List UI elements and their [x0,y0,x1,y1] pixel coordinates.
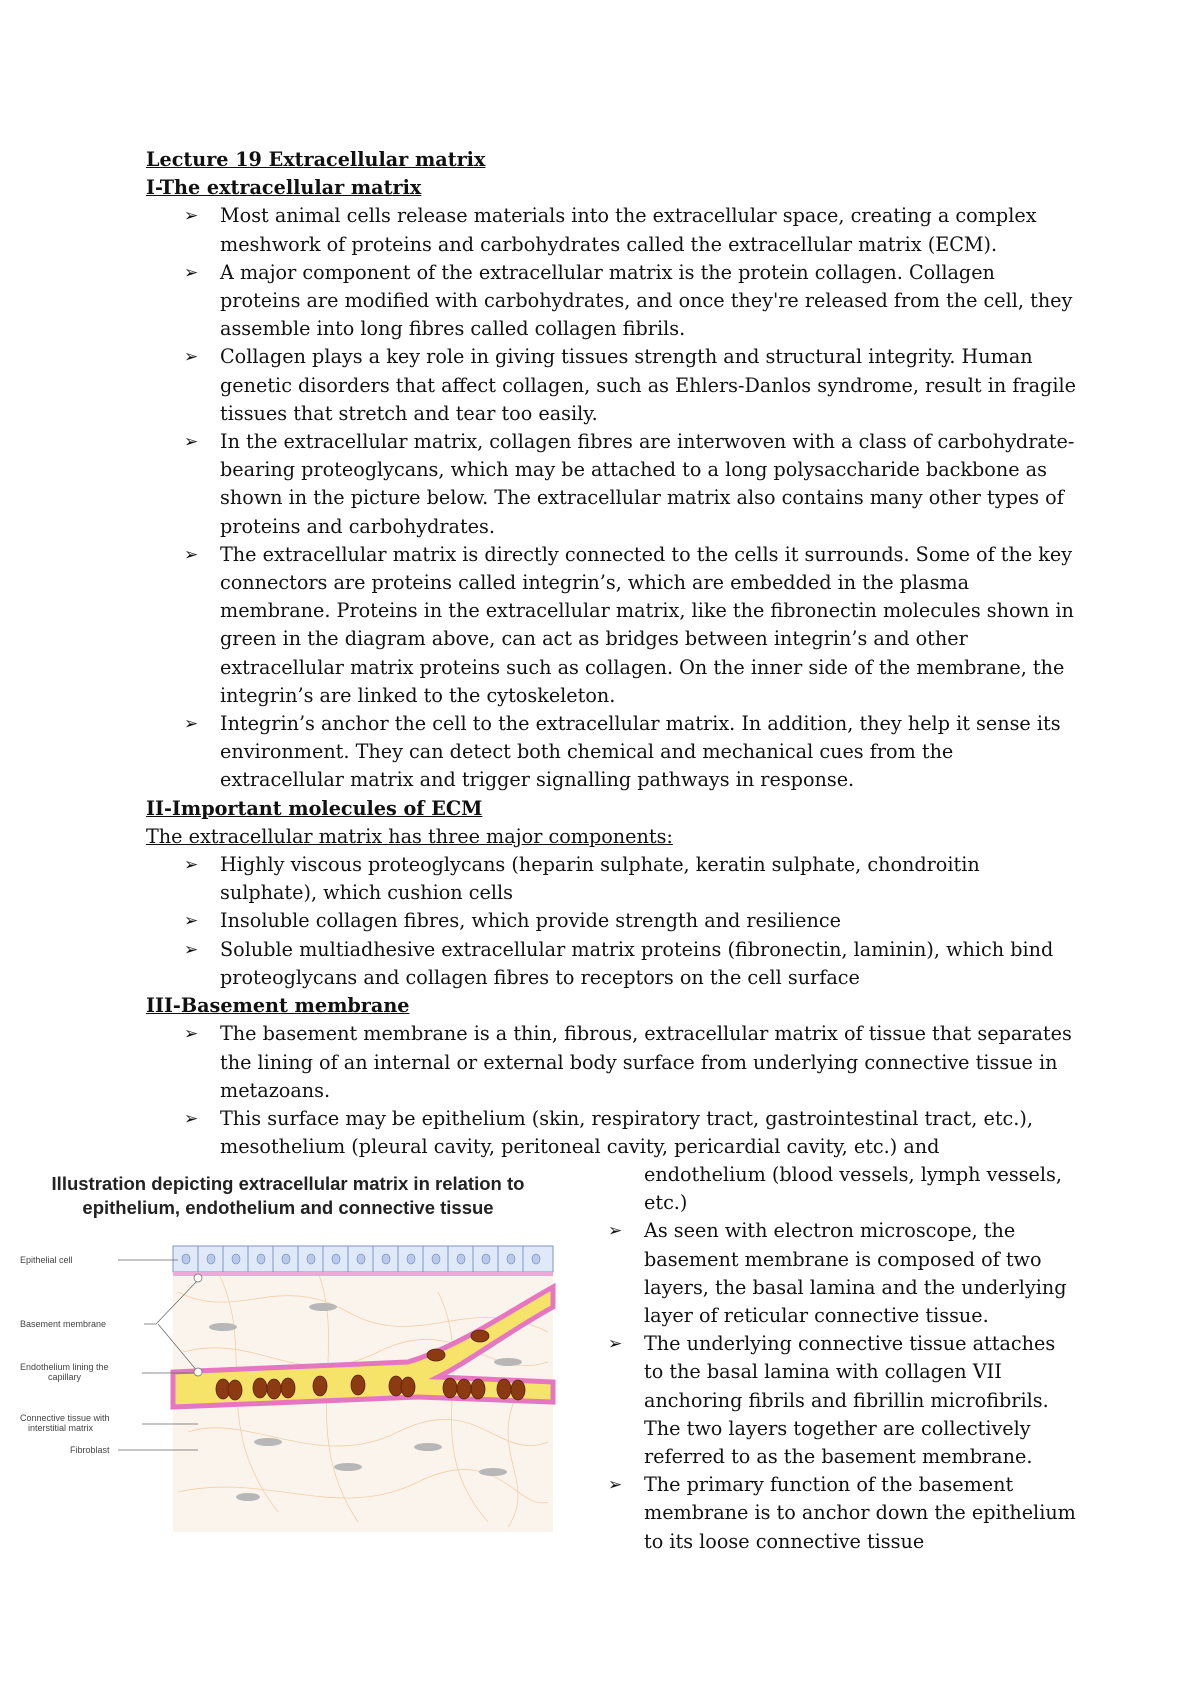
list-item: ➢ In the extracellular matrix, collagen fibres are interwoven with a class of carbohydrate-bearing proteoglycans, which may be attached to a long polysaccharide backbone as shown in the picture below. The extracellular matrix also contains many other types of proteins and carbohydrates. [184,430,1075,538]
arrow-bullet-icon: ➢ [184,432,199,453]
label-basement-membrane: Basement membrane [20,1319,107,1329]
epithelial-nuclei [182,1254,540,1264]
section3-side-list [570,1217,1076,1555]
label-endothelium: Endothelium lining the [20,1362,109,1372]
label-connective-2: interstitial matrix [28,1423,94,1433]
ecm-diagram [18,1232,558,1532]
arrow-bullet-icon: ➢ [184,855,199,876]
basement-membrane-line [173,1272,553,1276]
label-endothelium-2: capillary [48,1372,82,1382]
ecm-illustration [18,1172,558,1532]
arrow-bullet-icon: ➢ [184,939,199,960]
arrow-bullet-icon: ➢ [184,544,199,565]
arrow-bullet-icon: ➢ [184,714,199,735]
side-text-column [570,1161,1076,1556]
arrow-bullet-icon: ➢ [608,1221,623,1242]
lecture-title: Lecture 19 Extracellular matrix [146,148,486,171]
list-item: ➢ A major component of the extracellular matrix is the protein collagen. Collagen proteins are modified with carbohydrates, and once they're released from the cell, they assemble into long fibres called collagen fibrils. [184,260,1073,341]
main-text-block [146,146,1076,1161]
arrow-bullet-icon: ➢ [184,206,199,227]
arrow-bullet-icon: ➢ [184,262,199,283]
bullet-continuation: endothelium (blood vessels, lymph vessels, etc.) [644,1163,1062,1215]
arrow-bullet-icon: ➢ [608,1475,623,1496]
label-connective: Connective tissue with [20,1413,110,1423]
section1-heading: I-The extracellular matrix [146,176,422,200]
section2-list [146,851,1076,992]
label-fibroblast: Fibroblast [70,1445,110,1455]
list-item: ➢ The extracellular matrix is directly connected to the cells it surrounds. Some of the key connectors are proteins called integrin’s, which are embedded in the plasma membrane. Proteins in the extracellular matrix, like the fibronectin molecules shown in green in the diagram above, can act as bridges between integrin’s and other extracellular matrix proteins such as collagen. On the inner side of the membrane, the integrin’s are linked to the cytoskeleton. [184,542,1074,707]
list-item: ➢ Collagen plays a key role in giving tissues strength and structural integrity. Human genetic disorders that affect collagen, such as Ehlers-Danlos syndrome, result in fragile tissues that stretch and tear too easily. [184,345,1076,425]
arrow-bullet-icon: ➢ [184,911,199,932]
figure-title: Illustration depicting extracellular matrix in relation to epithelium, endothelium and connective tissue [51,1173,525,1218]
list-item: ➢ The primary function of the basement membrane is to anchor down the epithelium to its loose connective tissue [608,1473,1076,1553]
list-item: ➢ This surface may be epithelium (skin, respiratory tract, gastrointestinal tract, etc.), mesothelium (pleural cavity, peritoneal cavity, pericardial cavity, etc.) and [184,1106,1033,1159]
list-item: ➢ The basement membrane is a thin, fibrous, extracellular matrix of tissue that separates the lining of an internal or external body surface from underlying connective tissue in metazoans. [184,1022,1072,1102]
arrow-bullet-icon: ➢ [184,347,199,368]
section2-intro: The extracellular matrix has three major components: [146,824,673,848]
list-item: ➢ Highly viscous proteoglycans (heparin sulphate, keratin sulphate, chondroitin sulphate), which cushion cells [184,853,980,905]
list-item: ➢ Integrin’s anchor the cell to the extracellular matrix. In addition, they help it sense its environment. They can detect both chemical and mechanical cues from the extracellular matrix and trigger signalling pathways in response. [184,712,1061,792]
arrow-bullet-icon: ➢ [184,1108,199,1129]
arrow-bullet-icon: ➢ [184,1024,199,1045]
section1-list [146,202,1076,794]
section3-heading: III-Basement membrane [146,994,410,1018]
list-item: ➢ The underlying connective tissue attaches to the basal lamina with collagen VII anchoring fibrils and fibrillin microfibrils. The two layers together are collectively referred to as the basement membrane. [608,1332,1056,1469]
list-item: ➢ As seen with electron microscope, the basement membrane is composed of two layers, the basal lamina and the underlying layer of reticular connective tissue. [608,1219,1067,1328]
arrow-bullet-icon: ➢ [608,1334,623,1355]
section3-list [146,1020,1076,1161]
list-item: ➢ Soluble multiadhesive extracellular matrix proteins (fibronectin, laminin), which bind proteoglycans and collagen fibres to receptors on the cell surface [184,937,1054,989]
list-item: ➢ Insoluble collagen fibres, which provide strength and resilience [146,907,1076,935]
list-item: ➢ Most animal cells release materials into the extracellular space, creating a complex meshwork of proteins and carbohydrates called the extracellular matrix (ECM). [184,204,1037,256]
section2-heading: II-Important molecules of ECM [146,796,483,820]
label-epithelial-cell: Epithelial cell [20,1255,73,1265]
